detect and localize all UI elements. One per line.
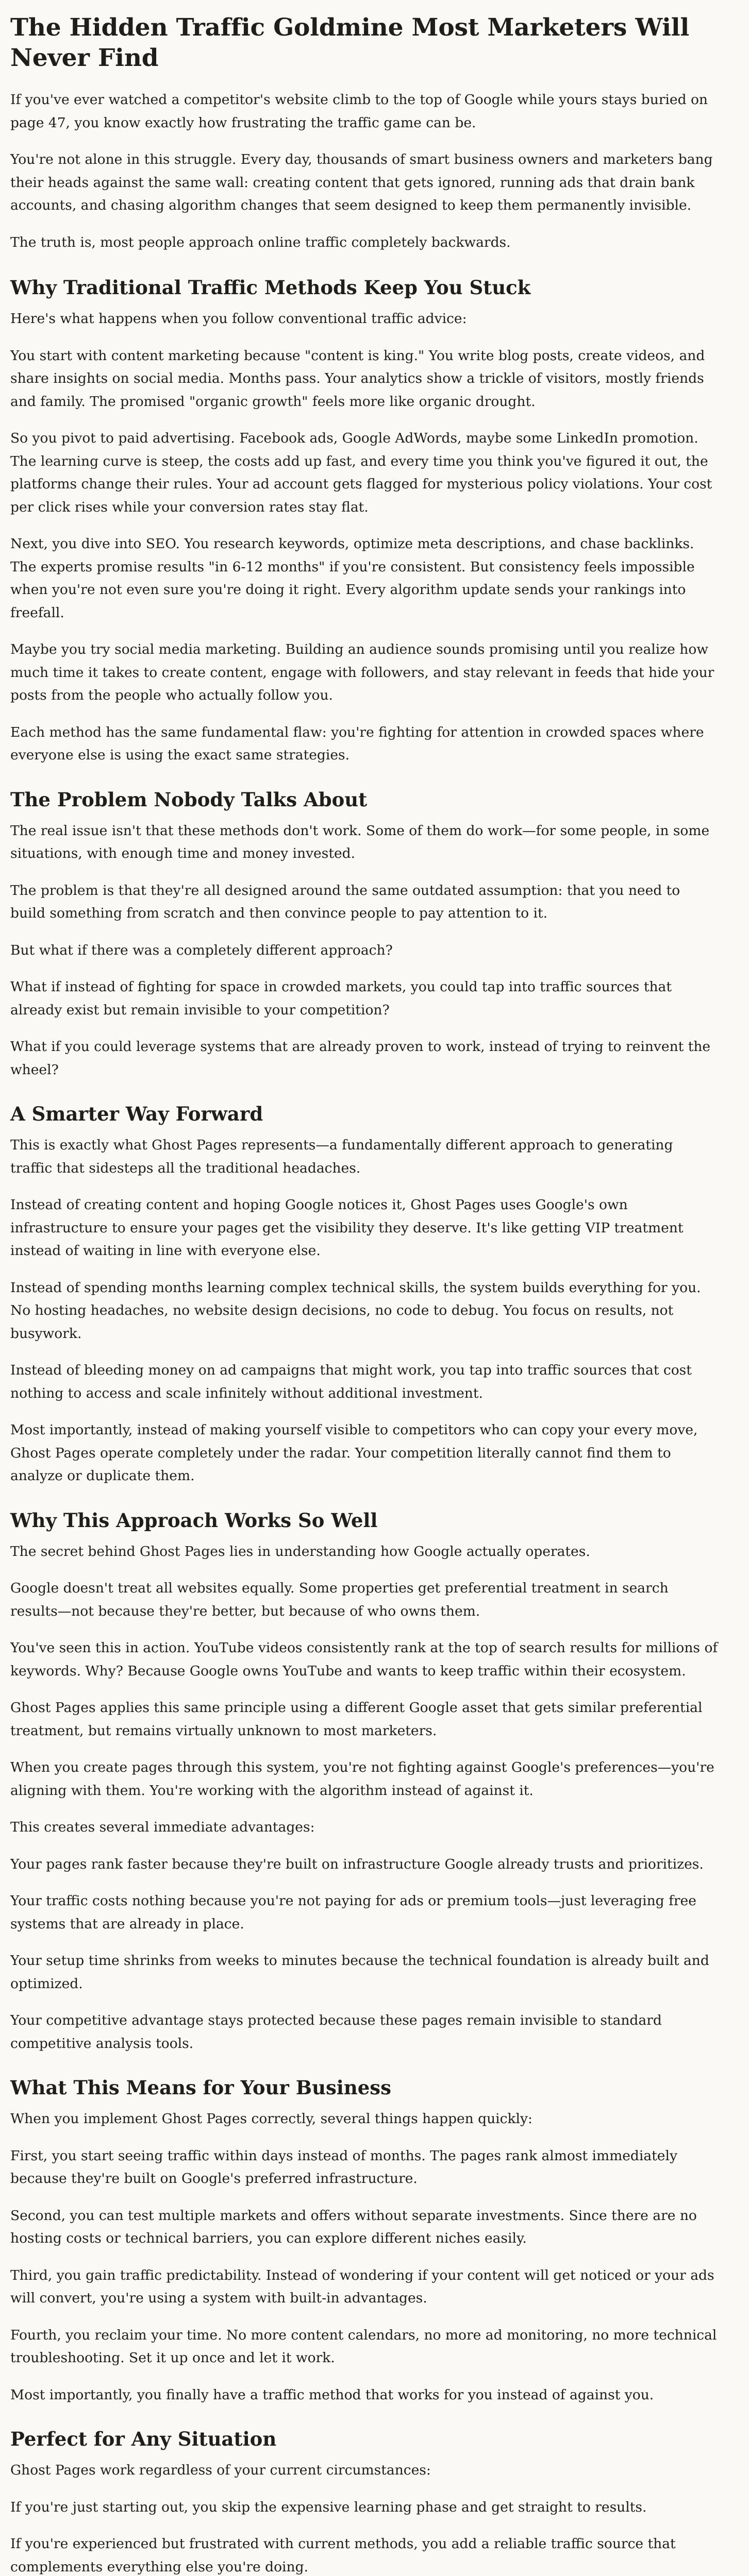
paragraph: The truth is, most people approach online traffic completely backwards. xyxy=(10,234,511,250)
paragraph: Maybe you try social media marketing. Building an audience sounds promising until you realize how much time it takes to create content, engage with followers, and stay relevant in feeds that hide your posts from the people who actually follow you. xyxy=(10,641,714,703)
paragraph: Your competitive advantage stays protected because these pages remain invisible to standard competitive analysis tools. xyxy=(10,2012,662,2052)
paragraph: The real issue isn't that these methods don't work. Some of them do work—for some people, in some situations, with enough time and money invested. xyxy=(10,822,710,861)
paragraph: You've seen this in action. YouTube videos consistently rank at the top of search results for millions of keywords. Why? Because Google owns YouTube and wants to keep traffic within their ecosystem. xyxy=(10,1640,718,1679)
paragraph: Instead of creating content and hoping Google notices it, Ghost Pages uses Google's own infrastructure to ensure your pages get the visibility they deserve. It's like getting VIP treatment instead of waiting in line with everyone else. xyxy=(10,1197,684,1259)
paragraph: If you've ever watched a competitor's website climb to the top of Google while yours stays buried on page 47, you know exactly how frustrating the traffic game can be. xyxy=(10,92,708,131)
paragraph: This creates several immediate advantages: xyxy=(10,1819,315,1835)
section-heading: Why Traditional Traffic Methods Keep You Stuck xyxy=(10,276,531,299)
paragraph: Your traffic costs nothing because you're not paying for ads or premium tools—just leveraging free systems that are already in place. xyxy=(10,1893,696,1932)
paragraph: You're not alone in this struggle. Every day, thousands of smart business owners and marketers bang their heads against the same wall: creating content that gets ignored, running ads that drain bank accounts, and chasing algorithm changes that seem designed to keep them permanently invisible. xyxy=(10,151,713,213)
paragraph: Each method has the same fundamental flaw: you're fighting for attention in crowded spaces where everyone else is using the exact same strategies. xyxy=(10,724,704,763)
paragraph: Third, you gain traffic predictability. Instead of wondering if your content will get noticed or your ads will convert, you're using a system with built-in advantages. xyxy=(10,2267,714,2306)
section-heading: A Smarter Way Forward xyxy=(10,1103,263,1125)
paragraph: Next, you dive into SEO. You research keywords, optimize meta descriptions, and chase backlinks. The experts promise results "in 6-12 months" if you're consistent. But consistency feels impossible when you're not even sure you're doing it right. Every algorithm update sends your rankings into freefall. xyxy=(10,536,695,621)
paragraph: You start with content marketing because "content is king." You write blog posts, create videos, and share insights on social media. Months pass. Your analytics show a trickle of visitors, mostly friends and family. The promised "organic growth" feels more like organic drought. xyxy=(10,347,705,410)
paragraph: First, you start seeing traffic within days instead of months. The pages rank almost immediately because they're built on Google's preferred infrastructure. xyxy=(10,2147,677,2187)
paragraph: What if instead of fighting for space in crowded markets, you could tap into traffic sources that already exist but remain invisible to your competition? xyxy=(10,979,672,1018)
paragraph: Here's what happens when you follow conventional traffic advice: xyxy=(10,311,467,327)
paragraph: So you pivot to paid advertising. Facebook ads, Google AdWords, maybe some LinkedIn promotion. The learning curve is steep, the costs add up fast, and every time you think you've figured it out, the platforms change their rules. Your ad account gets flagged for mysterious policy violations. Your cost per click rises while your conversion rates stay flat. xyxy=(10,430,712,515)
article-title: The Hidden Traffic Goldmine Most Marketers Will Never Find xyxy=(10,13,690,72)
paragraph: The problem is that they're all designed around the same outdated assumption: that you need to build something from scratch and then convince people to pay attention to it. xyxy=(10,882,680,921)
paragraph: Fourth, you reclaim your time. No more content calendars, no more ad monitoring, no more technical troubleshooting. Set it up once and let it work. xyxy=(10,2327,717,2366)
section-heading: The Problem Nobody Talks About xyxy=(10,788,368,811)
paragraph: Your pages rank faster because they're built on infrastructure Google already trusts and prioritizes. xyxy=(10,1856,704,1872)
paragraph: What if you could leverage systems that are already proven to work, instead of trying to reinvent the wheel? xyxy=(10,1039,711,1078)
paragraph: But what if there was a completely different approach? xyxy=(10,942,393,958)
paragraph: Most importantly, instead of making yourself visible to competitors who can copy your every move, Ghost Pages operate completely under the radar. Your competition literally cannot find them to analyze or duplicate them. xyxy=(10,1422,698,1484)
paragraph: Google doesn't treat all websites equally. Some properties get preferential treatment in search results—not because they're better, but because of who owns them. xyxy=(10,1580,669,1619)
paragraph: The secret behind Ghost Pages lies in understanding how Google actually operates. xyxy=(10,1543,590,1560)
paragraph: Second, you can test multiple markets and offers without separate investments. Since there are no hosting costs or technical barriers, you can explore different niches easily. xyxy=(10,2207,697,2246)
paragraph: Instead of spending months learning complex technical skills, the system builds everything for you. No hosting headaches, no website design decisions, no code to debug. You focus on results, not busywork. xyxy=(10,1279,701,1342)
paragraph: Your setup time shrinks from weeks to minutes because the technical foundation is already built and optimized. xyxy=(10,1953,709,1992)
section-heading: What This Means for Your Business xyxy=(10,2076,391,2099)
paragraph: Ghost Pages applies this same principle using a different Google asset that gets similar preferential treatment, but remains virtually unknown to most marketers. xyxy=(10,1700,703,1739)
paragraph: This is exactly what Ghost Pages represents—a fundamentally different approach to generating traffic that sidesteps all the traditional headaches. xyxy=(10,1137,673,1176)
paragraph: Most importantly, you finally have a traffic method that works for you instead of against you. xyxy=(10,2386,654,2403)
paragraph: If you're just starting out, you skip the expensive learning phase and get straight to results. xyxy=(10,2499,647,2515)
article-body xyxy=(10,89,719,2576)
section-heading: Perfect for Any Situation xyxy=(10,2428,277,2450)
paragraph: If you're experienced but frustrated with current methods, you add a reliable traffic source that complements everything else you're doing. xyxy=(10,2536,676,2575)
paragraph: Instead of bleeding money on ad campaigns that might work, you tap into traffic sources that cost nothing to access and scale infinitely without additional investment. xyxy=(10,1362,692,1401)
section-heading: Why This Approach Works So Well xyxy=(10,1509,378,1532)
paragraph: When you create pages through this system, you're not fighting against Google's preferences—you're aligning with them. You're working with the algorithm instead of against it. xyxy=(10,1759,714,1799)
paragraph: Ghost Pages work regardless of your current circumstances: xyxy=(10,2462,431,2478)
paragraph: When you implement Ghost Pages correctly, several things happen quickly: xyxy=(10,2111,532,2127)
